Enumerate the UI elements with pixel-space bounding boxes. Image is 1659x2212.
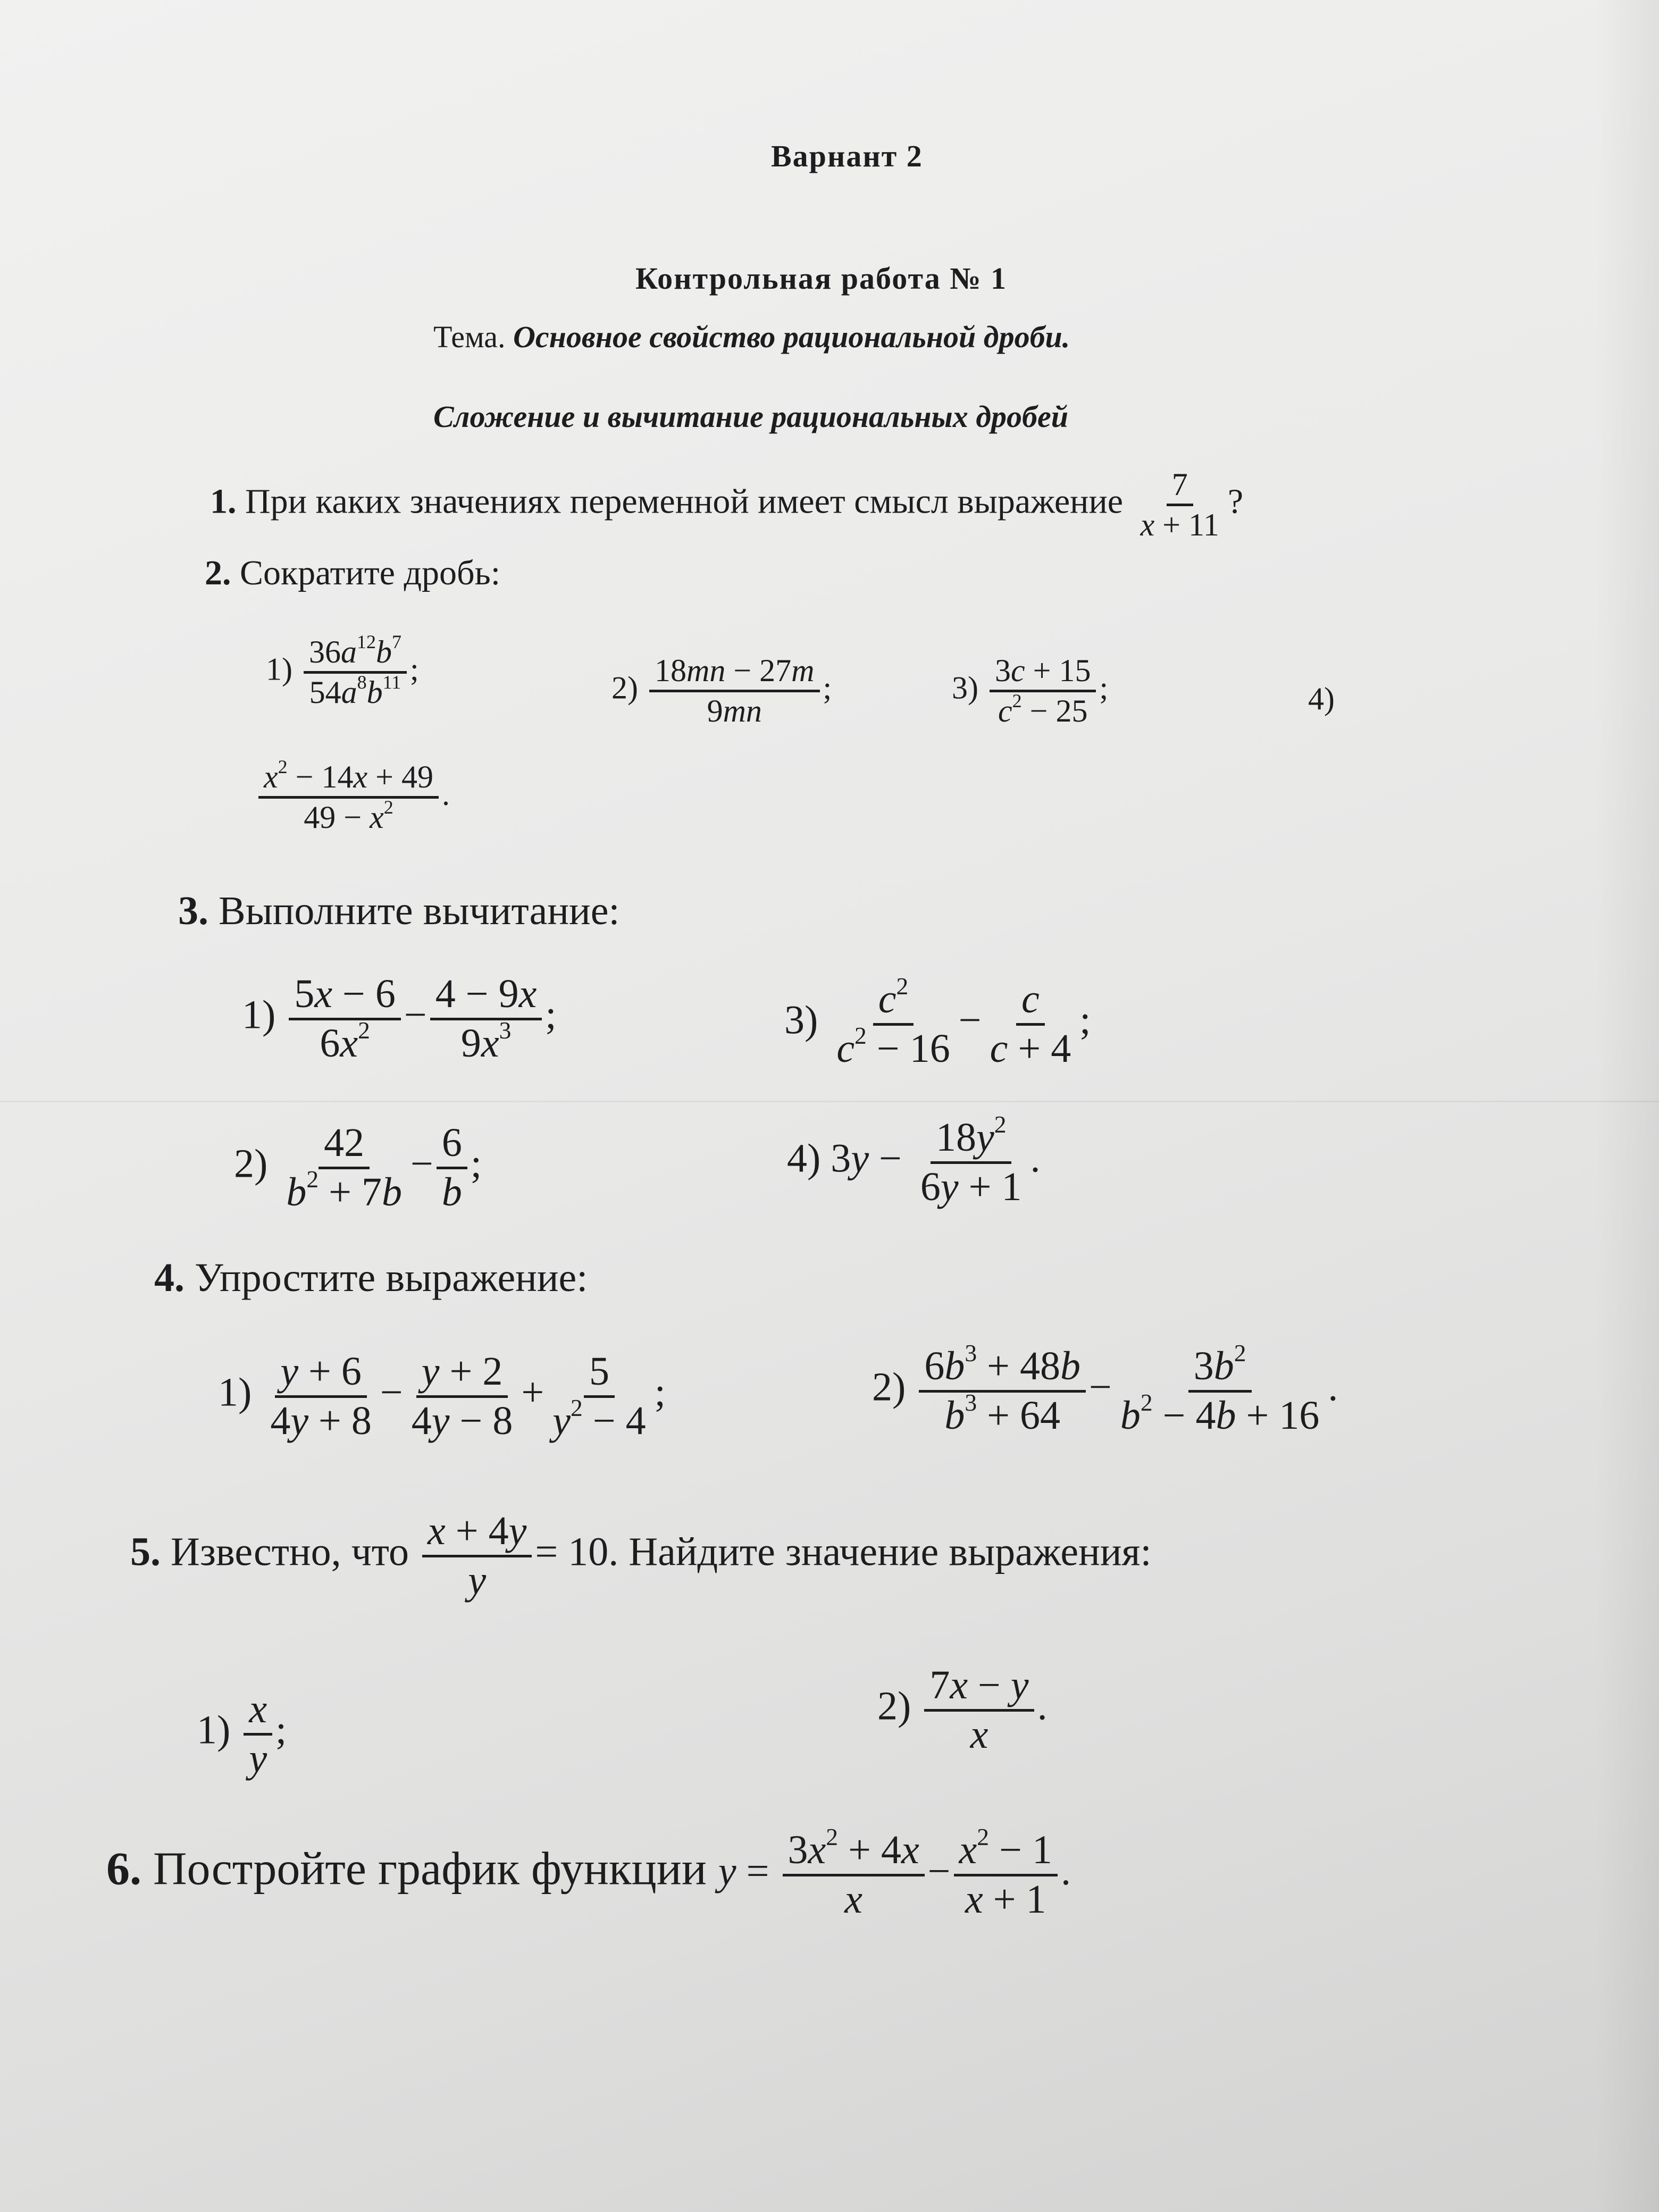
- page-shadow: [1595, 0, 1659, 2212]
- task-4-item-1: 1) $\frac{y + 6}{4y + 8}$ − $\frac{y + 2}{4y - 8}$ + $\frac{5}{y^2 - 4}$ ;: [218, 1349, 666, 1443]
- task-5-condition-fraction: $\frac{x + 4y}{y}$: [422, 1510, 532, 1602]
- task-3-number: 3.: [178, 889, 208, 933]
- task-3-item-3: 3) $\frac{c^2}{c^2 - 16}$ − $\frac{c}{c + 4}$ ;: [784, 972, 1091, 1071]
- task-2: [205, 553, 500, 593]
- task-3: [178, 888, 620, 934]
- task-1-fraction: $\frac{7}{x + 11}$: [1140, 467, 1219, 542]
- task-2-number: 2.: [205, 554, 231, 592]
- task-3-item-1: 1) $\frac{5x - 6}{6x^2}$ − $\frac{4 - 9x}{9x^3}$ ;: [242, 971, 557, 1066]
- topic-prefix: Тема.: [433, 320, 506, 354]
- work-title: Контрольная работа № 1: [635, 261, 1007, 296]
- topic-line-1: [433, 319, 1070, 355]
- task-2-text: Сократите дробь:: [240, 554, 501, 592]
- task-1-number: 1.: [210, 482, 237, 521]
- task-1-text: При каких значениях переменной имеет смысл выражение: [245, 482, 1124, 521]
- task-5-item-2: 2) $\frac{7x - y}{x}$ .: [877, 1663, 1048, 1757]
- task-5-equals: = 10: [535, 1529, 609, 1574]
- task-2-item-3: 3) $\frac{3c + 15}{c^2 - 25}$ ;: [952, 653, 1109, 728]
- task-4-number: 4.: [154, 1255, 185, 1300]
- task-2-item-4-number: 4): [1308, 681, 1335, 716]
- task-4: [154, 1255, 588, 1301]
- task-1: [210, 468, 1243, 542]
- task-4-text: Упростите выражение:: [195, 1255, 588, 1300]
- task-5-text-b: . Найдите значение выражения:: [608, 1529, 1152, 1574]
- task-5-text-a: Известно, что: [171, 1529, 409, 1574]
- task-2-item-2: 2) $\frac{18mn - 27m}{9mn}$ ;: [611, 653, 832, 728]
- task-1-question-mark: ?: [1227, 482, 1244, 521]
- task-2-item-1: 1) $\frac{36a^{12}b^7}{54a^8b^{11}}$ ;: [266, 631, 419, 710]
- task-6: 6. Постройте график функции y = $\frac{3x^2 + 4x}{x}$ − $\frac{x^2 - 1}{x + 1}$ .: [106, 1823, 1071, 1922]
- task-4-item-2: 2) $\frac{6b^3 + 48b}{b^3 + 64}$ − $\frac{3b^2}{b^2 - 4b + 16}$ .: [872, 1339, 1338, 1438]
- task-6-text: Постройте график функции: [153, 1843, 707, 1895]
- topic-title-1: Основное свойство рациональной дроби.: [513, 320, 1070, 354]
- topic-line-2: [433, 399, 1068, 434]
- task-5-item-1: 1) $\frac{x}{y}$ ;: [197, 1687, 287, 1781]
- task-3-item-2: 2) $\frac{42}{b^2 + 7b}$ − $\frac{6}{b}$ ;: [234, 1120, 482, 1214]
- paper-fold: [0, 1101, 1659, 1102]
- task-2-item-4: $\frac{x^2 - 14x + 49}{49 - x^2}$ .: [255, 760, 450, 834]
- task-3-item-4: 4) 3y − $\frac{18y^2}{6y + 1}$ .: [787, 1110, 1041, 1209]
- task-6-number: 6.: [106, 1843, 141, 1895]
- variant-label: Варнант 2: [771, 139, 923, 173]
- task-5-number: 5.: [130, 1529, 161, 1574]
- task-3-text: Выполните вычитание:: [219, 889, 620, 933]
- task-5: [130, 1510, 1152, 1602]
- topic-title-2: Сложение и вычитание рациональных дробей: [433, 399, 1068, 434]
